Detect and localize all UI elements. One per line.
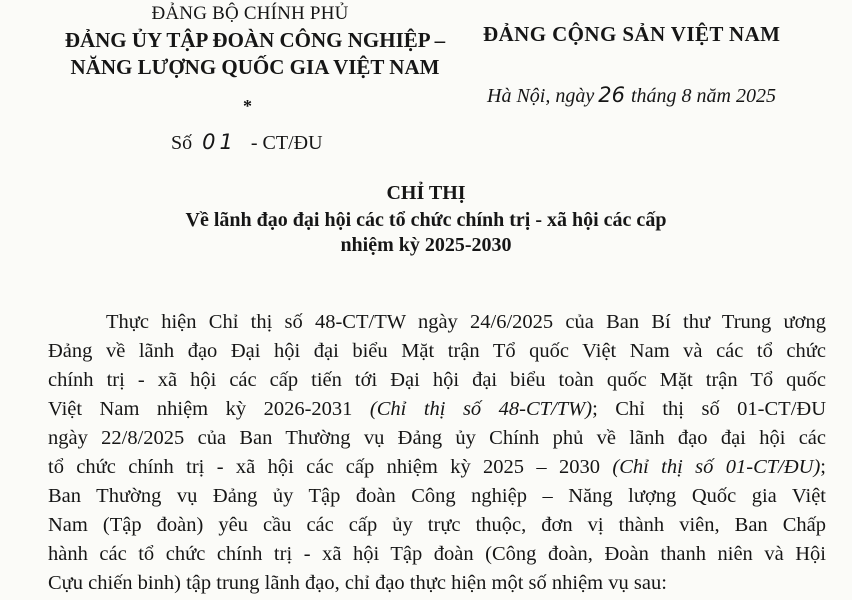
body-line-4-italic-ref: (Chỉ thị số 48-CT/TW) [369,398,593,420]
body-line-7: Ban Thường vụ Đảng ủy Tập đoàn Công nghiệp – Năng lượng Quốc gia Việt [48,485,826,507]
body-line-10: Cựu chiến binh) tập trung lãnh đạo, chỉ đạo thực hiện một số nhiệm vụ sau: [48,572,667,594]
issuing-organization-line-1: ĐẢNG ỦY TẬP ĐOÀN CÔNG NGHIỆP – [64,28,446,52]
body-line-4-text: Việt Nam nhiệm kỳ 2026-2031 [48,398,353,420]
party-name: ĐẢNG CỘNG SẢN VIỆT NAM [483,22,781,46]
document-number-prefix: Số [171,132,193,154]
issuing-organization [20,27,490,81]
document-subject-line-1: Về lãnh đạo đại hội các tổ chức chính trị - xã hội các cấp [185,209,667,231]
document-type-title: CHỈ THỊ [386,182,466,204]
party-committee-name: ĐẢNG BỘ CHÍNH PHỦ [151,3,349,24]
body-line-4 [48,398,826,421]
body-line-3: chính trị - xã hội các cấp tiến tới Đại hội đại biểu toàn quốc Mặt trận Tổ quốc [48,369,826,391]
document-subject-line-2: nhiệm kỳ 2025-2030 [340,234,512,256]
document-number-suffix: - CT/ĐU [250,132,323,154]
issue-date-suffix: tháng 8 năm 2025 [630,85,776,107]
body-line-2: Đảng về lãnh đạo Đại hội đại biểu Mặt trận Tổ quốc Việt Nam và các tổ chức [48,340,826,362]
body-line-1: Thực hiện Chỉ thị số 48-CT/TW ngày 24/6/2025 của Ban Bí thư Trung ương [106,311,826,333]
body-line-6-text: tổ chức chính trị - xã hội các cấp nhiệm kỳ 2025 – 2030 [48,456,601,478]
issue-date-prefix: Hà Nội, ngày [487,85,595,107]
document-number [171,130,323,155]
document-subject [60,208,792,258]
body-line-6 [48,456,826,479]
body-line-5: ngày 22/8/2025 của Ban Thường vụ Đảng ủy Chính phủ về lãnh đạo đại hội các [48,427,826,449]
body-line-6-tail: ; [820,456,826,478]
body-line-4-tail: ; Chỉ thị số 01-CT/ĐU [592,398,826,420]
body-line-9: hành các tổ chức chính trị - xã hội Tập đoàn (Công đoàn, Đoàn thanh niên và Hội [48,543,826,565]
body-line-8: Nam (Tập đoàn) yêu cầu các cấp ủy trực thuộc, đơn vị thành viên, Ban Chấp [48,514,826,536]
issuing-organization-line-2: NĂNG LƯỢNG QUỐC GIA VIỆT NAM [70,55,440,79]
issue-date [487,83,776,108]
issue-date-day-handwritten: 26 [598,83,625,107]
header-star: * [243,96,252,116]
body-line-6-italic-ref: (Chỉ thị số 01-CT/ĐU) [612,456,821,478]
document-number-handwritten: 01 [202,130,237,154]
